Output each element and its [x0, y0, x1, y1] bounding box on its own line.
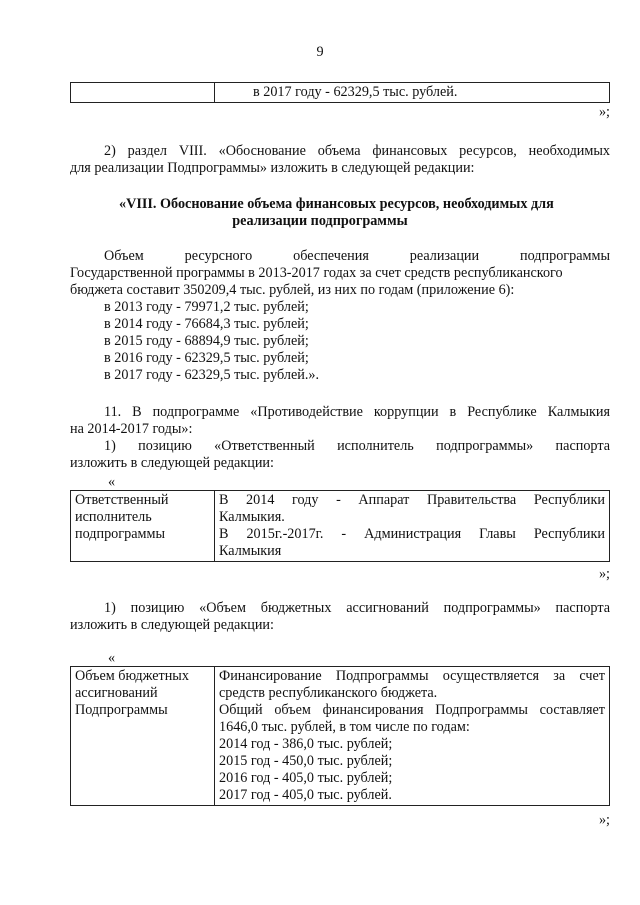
table2-left-line2: ассигнований	[75, 685, 158, 701]
table2-right-line8: 2017 год - 405,0 тыс. рублей.	[219, 787, 392, 803]
year-line-2014: в 2014 году - 76684,3 тыс. рублей;	[104, 316, 309, 332]
item2-line1: 2) раздел VIII. «Обоснование объема финансовых ресурсов, необходимых	[104, 143, 610, 159]
year-line-2016: в 2016 году - 62329,5 тыс. рублей;	[104, 350, 309, 366]
table1-right-line2: Калмыкия.	[219, 509, 285, 525]
table2-right-line2: средств республиканского бюджета.	[219, 685, 438, 701]
close-quote-2: »;	[598, 566, 610, 582]
top-table	[70, 82, 610, 103]
item11-line2: на 2014-2017 годы»:	[70, 421, 193, 437]
page-number: 9	[316, 44, 324, 60]
table1-left-cell	[71, 491, 215, 562]
year-line-2015: в 2015 году - 68894,9 тыс. рублей;	[104, 333, 309, 349]
item2-line2: для реализации Подпрограммы» изложить в следующей редакции:	[70, 160, 475, 176]
responsible-executor-table	[70, 490, 610, 562]
para1-line1: Объем ресурсного обеспечения реализации подпрограммы	[104, 248, 610, 264]
item-budget-line1: 1) позицию «Объем бюджетных ассигнований подпрограммы» паспорта	[104, 600, 610, 616]
table2-left-line1: Объем бюджетных	[75, 668, 189, 684]
table2-right-line4: 1646,0 тыс. рублей, в том числе по годам:	[219, 719, 470, 735]
table1-left-line3: подпрограммы	[75, 526, 165, 542]
section-heading-line2: реализации подпрограммы	[232, 213, 408, 229]
open-quote-2: «	[108, 650, 116, 666]
item11-line1: 11. В подпрограмме «Противодействие коррупции в Республике Калмыкия	[104, 404, 610, 420]
table1-right-cell	[215, 491, 610, 562]
close-quote-3: »;	[598, 812, 610, 828]
table1-right-line4: Калмыкия	[219, 543, 282, 559]
year-line-2013: в 2013 году - 79971,2 тыс. рублей;	[104, 299, 309, 315]
para1-line3: бюджета составит 350209,4 тыс. рублей, из них по годам (приложение 6):	[70, 282, 515, 298]
table2-right-line7: 2016 год - 405,0 тыс. рублей;	[219, 770, 393, 786]
top-table-right-cell: в 2017 году - 62329,5 тыс. рублей.	[215, 83, 610, 103]
table1-right-line1: В 2014 году - Аппарат Правительства Республики	[219, 492, 605, 508]
table2-left-cell	[71, 667, 215, 806]
table1-left-line1: Ответственный	[75, 492, 169, 508]
table2-right-line1: Финансирование Подпрограммы осуществляется за счет	[219, 668, 605, 684]
section-heading-line1: «VIII. Обоснование объема финансовых ресурсов, необходимых для	[119, 196, 554, 212]
budget-allocations-table	[70, 666, 610, 806]
para1-line2: Государственной программы в 2013-2017 годах за счет средств республиканского	[70, 265, 563, 281]
item11-sub1-line2: изложить в следующей редакции:	[70, 455, 274, 471]
table2-right-line5: 2014 год - 386,0 тыс. рублей;	[219, 736, 393, 752]
table2-right-cell	[215, 667, 610, 806]
table2-left-line3: Подпрограммы	[75, 702, 168, 718]
top-table-left-cell	[71, 83, 215, 103]
table2-right-line3: Общий объем финансирования Подпрограммы составляет	[219, 702, 605, 718]
table1-right-line3: В 2015г.-2017г. - Администрация Главы Республики	[219, 526, 605, 542]
table2-right-line6: 2015 год - 450,0 тыс. рублей;	[219, 753, 393, 769]
table1-left-line2: исполнитель	[75, 509, 152, 525]
item11-sub1-line1: 1) позицию «Ответственный исполнитель подпрограммы» паспорта	[104, 438, 610, 454]
item-budget-line2: изложить в следующей редакции:	[70, 617, 274, 633]
close-quote-1: »;	[598, 104, 610, 120]
open-quote-1: «	[108, 474, 116, 490]
year-line-2017: в 2017 году - 62329,5 тыс. рублей.».	[104, 367, 320, 383]
